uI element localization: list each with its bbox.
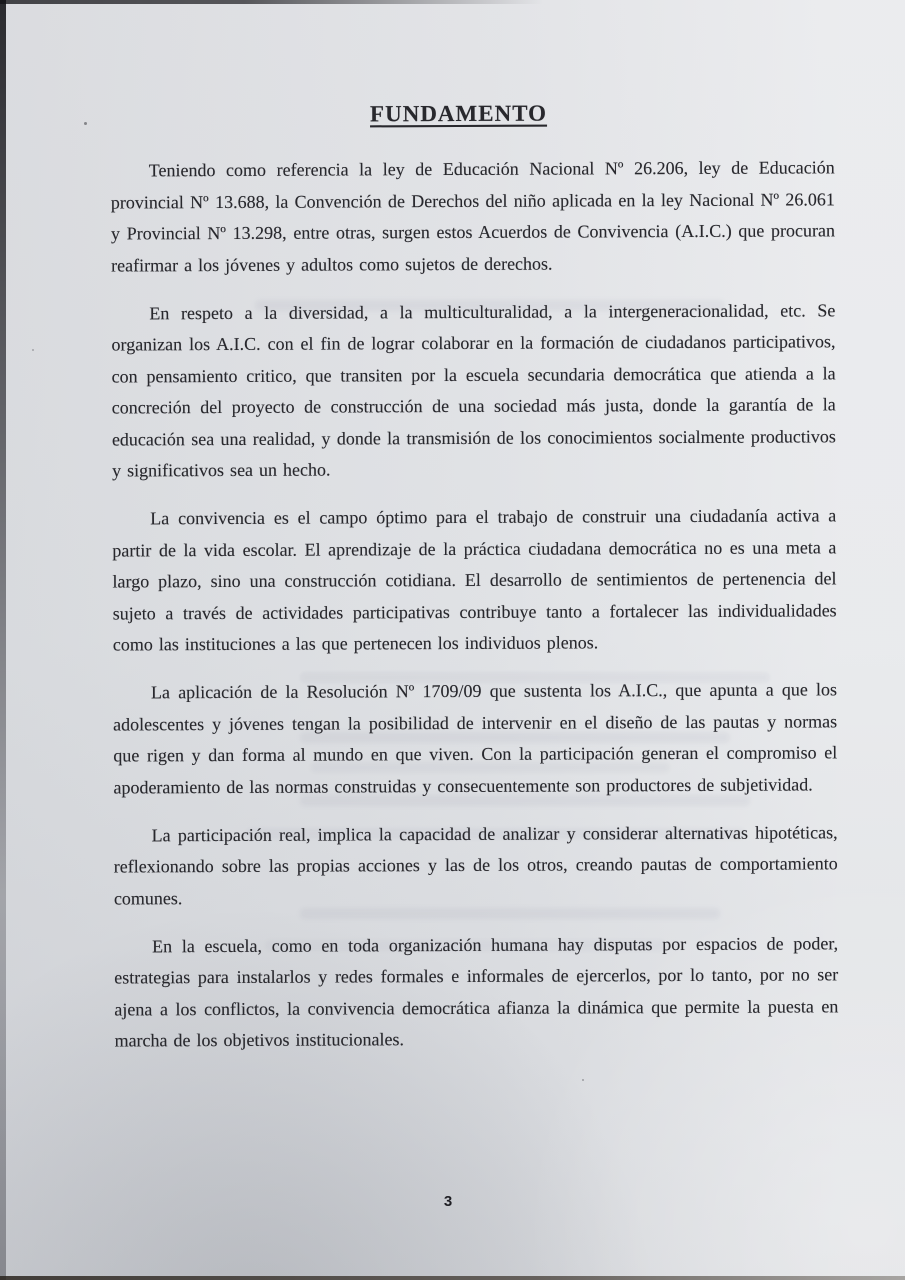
paragraph-2: En respeto a la diversidad, a la multiculturalidad, a la intergeneracionalidad, etc. Se organizan los A.I.C. con el fin de lograr colaborar en la formación de ciudadanos participativos, con pensamiento critico, que transiten por la escuela secundaria democrática que atienda a la concreción del proyecto de construcción de una sociedad más justa, donde la garantía de la educación sea una realidad, y donde la transmisión de los conocimientos socialmente productivos y significativos sea un hecho. [111,299,836,481]
paragraph-3: La convivencia es el campo óptimo para el trabajo de construir una ciudadanía activa a partir de la vida escolar. El aprendizaje de la práctica ciudadana democrática no es una meta a largo plazo, sino una construcción cotidiana. El desarrollo de sentimientos de pertenencia del sujeto a través de actividades participativas contribuye tanto a fortalecer las individualidades como las instituciones a las que pertenecen los individuos plenos. [112,505,837,655]
page-number: 3 [443,1193,453,1210]
paragraph-6: En la escuela, como en toda organización humana hay disputas por espacios de poder, estrategias para instalarlos y redes formales e informales de ejercerlos, por lo tanto, por no ser ajena a los conflictos, la convivencia democrática afianza la dinámica que permite la puesta en marcha de los objetivos institucionales. [114,932,839,1051]
paper-speck [582,1079,584,1081]
paragraph-4: La aplicación de la Resolución Nº 1709/09 que sustenta los A.I.C., que apunta a que los adolescentes y jóvenes tengan la posibilidad de intervenir en el diseño de las pautas y normas que rigen y dan forma al mundo en que viven. Con la participación generan el compromiso el apoderamiento de las normas construidas y consecuentemente son productores de subjetividad. [113,679,838,797]
paragraph-5: La participación real, implica la capacidad de analizar y considerar alternativas hipotéticas, reflexionando sobre las propias acciones y las de los otros, creando pautas de comportamiento comunes. [113,821,838,908]
paragraph-1: Teniendo como referencia la ley de Educación Nacional Nº 26.206, ley de Educación provincial Nº 13.688, la Convención de Derechos del niño aplicada en la ley Nacional Nº 26.061 y Provincial Nº 13.298, entre otras, surgen estos Acuerdos de Convivencia (A.I.C.) que procuran reafirmar a los jóvenes y adultos como sujetos de derechos. [110,157,836,275]
page-title: FUNDAMENTO [369,100,548,127]
photo-edge-bottom [0,1276,905,1280]
